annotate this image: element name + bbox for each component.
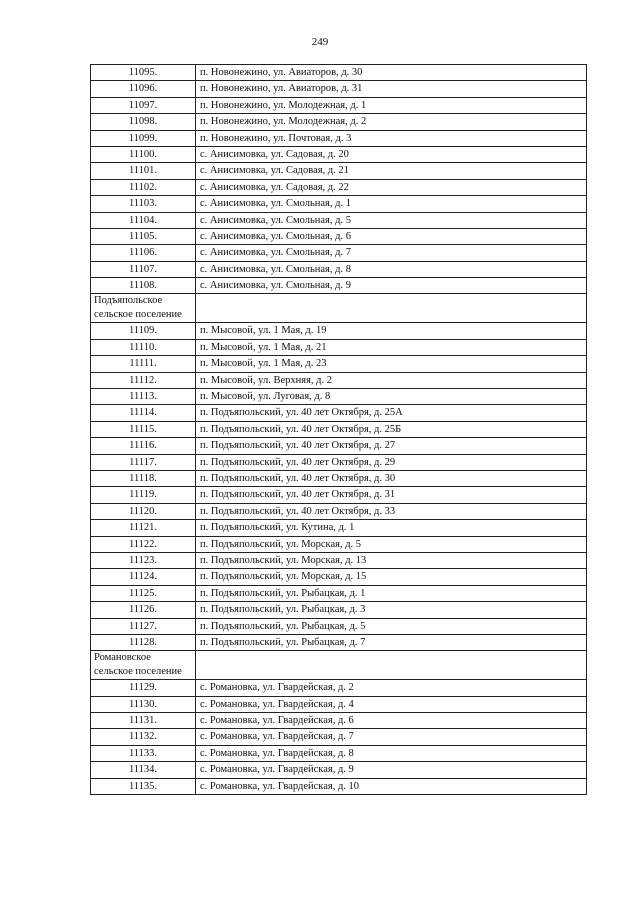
entry-number: 11115.: [91, 421, 196, 437]
entry-number: 11130.: [91, 696, 196, 712]
entry-address: п. Новонежино, ул. Почтовая, д. 3: [196, 130, 587, 146]
entry-address: п. Подъяпольский, ул. Морская, д. 13: [196, 552, 587, 568]
entry-number: 11116.: [91, 438, 196, 454]
table-row: [91, 569, 587, 585]
entry-address: с. Анисимовка, ул. Садовая, д. 21: [196, 163, 587, 179]
table-row: [91, 114, 587, 130]
entry-address: с. Анисимовка, ул. Смольная, д. 7: [196, 245, 587, 261]
table-row: [91, 212, 587, 228]
entry-number: 11098.: [91, 114, 196, 130]
table-row: [91, 778, 587, 794]
entry-address: с. Анисимовка, ул. Смольная, д. 5: [196, 212, 587, 228]
entry-address: п. Подъяпольский, ул. Морская, д. 5: [196, 536, 587, 552]
entry-number: 11119.: [91, 487, 196, 503]
entry-number: 11123.: [91, 552, 196, 568]
empty-cell: [196, 294, 587, 323]
entry-address: п. Мысовой, ул. 1 Мая, д. 21: [196, 339, 587, 355]
table-row: [91, 536, 587, 552]
table-row: [91, 680, 587, 696]
entry-address: п. Новонежино, ул. Молодежная, д. 2: [196, 114, 587, 130]
section-name: Романовское сельское поселение: [91, 651, 196, 680]
table-row: [91, 421, 587, 437]
entry-address: с. Романовка, ул. Гвардейская, д. 2: [196, 680, 587, 696]
entry-address: п. Подъяпольский, ул. Рыбацкая, д. 3: [196, 602, 587, 618]
table-row: [91, 618, 587, 634]
table-row: [91, 602, 587, 618]
table-row: [91, 745, 587, 761]
entry-address: п. Мысовой, ул. 1 Мая, д. 23: [196, 356, 587, 372]
entry-number: 11129.: [91, 680, 196, 696]
entry-number: 11111.: [91, 356, 196, 372]
entry-address: п. Подъяпольский, ул. 40 лет Октября, д. 30: [196, 470, 587, 486]
entry-number: 11121.: [91, 520, 196, 536]
entry-address: п. Новонежино, ул. Авиаторов, д. 30: [196, 65, 587, 81]
section-row: [91, 651, 587, 680]
address-table: [90, 64, 587, 795]
entry-address: п. Подъяпольский, ул. 40 лет Октября, д. 27: [196, 438, 587, 454]
entry-address: п. Мысовой, ул. 1 Мая, д. 19: [196, 323, 587, 339]
table-row: [91, 713, 587, 729]
table-row: [91, 81, 587, 97]
table-row: [91, 585, 587, 601]
entry-number: 11131.: [91, 713, 196, 729]
entry-address: с. Анисимовка, ул. Садовая, д. 20: [196, 146, 587, 162]
table-row: [91, 405, 587, 421]
entry-number: 11125.: [91, 585, 196, 601]
table-row: [91, 339, 587, 355]
entry-address: п. Мысовой, ул. Верхняя, д. 2: [196, 372, 587, 388]
table-row: [91, 278, 587, 294]
entry-number: 11101.: [91, 163, 196, 179]
table-row: [91, 634, 587, 650]
entry-number: 11134.: [91, 762, 196, 778]
entry-number: 11107.: [91, 261, 196, 277]
empty-cell: [196, 651, 587, 680]
entry-number: 11126.: [91, 602, 196, 618]
table-row: [91, 97, 587, 113]
entry-address: п. Новонежино, ул. Авиаторов, д. 31: [196, 81, 587, 97]
entry-address: п. Мысовой, ул. Луговая, д. 8: [196, 389, 587, 405]
entry-address: с. Романовка, ул. Гвардейская, д. 7: [196, 729, 587, 745]
entry-address: п. Новонежино, ул. Молодежная, д. 1: [196, 97, 587, 113]
entry-address: с. Анисимовка, ул. Смольная, д. 9: [196, 278, 587, 294]
entry-number: 11102.: [91, 179, 196, 195]
entry-number: 11095.: [91, 65, 196, 81]
entry-address: с. Романовка, ул. Гвардейская, д. 6: [196, 713, 587, 729]
table-row: [91, 146, 587, 162]
table-row: [91, 323, 587, 339]
section-name: Подъяпольское сельское поселение: [91, 294, 196, 323]
table-row: [91, 196, 587, 212]
table-row: [91, 356, 587, 372]
entry-number: 11110.: [91, 339, 196, 355]
entry-address: с. Анисимовка, ул. Садовая, д. 22: [196, 179, 587, 195]
entry-number: 11100.: [91, 146, 196, 162]
entry-address: с. Романовка, ул. Гвардейская, д. 4: [196, 696, 587, 712]
entry-number: 11099.: [91, 130, 196, 146]
entry-address: п. Подъяпольский, ул. Рыбацкая, д. 5: [196, 618, 587, 634]
table-row: [91, 470, 587, 486]
table-row: [91, 228, 587, 244]
table-row: [91, 696, 587, 712]
table-row: [91, 245, 587, 261]
entry-address: с. Анисимовка, ул. Смольная, д. 8: [196, 261, 587, 277]
entry-number: 11104.: [91, 212, 196, 228]
table-row: [91, 729, 587, 745]
entry-number: 11127.: [91, 618, 196, 634]
entry-number: 11108.: [91, 278, 196, 294]
table-row: [91, 454, 587, 470]
entry-number: 11097.: [91, 97, 196, 113]
entry-number: 11133.: [91, 745, 196, 761]
entry-address: с. Романовка, ул. Гвардейская, д. 9: [196, 762, 587, 778]
entry-number: 11109.: [91, 323, 196, 339]
table-row: [91, 163, 587, 179]
section-row: [91, 294, 587, 323]
entry-address: с. Романовка, ул. Гвардейская, д. 10: [196, 778, 587, 794]
table-row: [91, 503, 587, 519]
table-row: [91, 65, 587, 81]
table-row: [91, 179, 587, 195]
table-row: [91, 520, 587, 536]
entry-address: п. Подъяпольский, ул. 40 лет Октября, д. 25Б: [196, 421, 587, 437]
entry-address: п. Подъяпольский, ул. 40 лет Октября, д. 31: [196, 487, 587, 503]
entry-address: п. Подъяпольский, ул. Рыбацкая, д. 1: [196, 585, 587, 601]
entry-address: п. Подъяпольский, ул. 40 лет Октября, д. 29: [196, 454, 587, 470]
entry-number: 11105.: [91, 228, 196, 244]
entry-address: п. Подъяпольский, ул. 40 лет Октября, д. 25А: [196, 405, 587, 421]
entry-address: п. Подъяпольский, ул. 40 лет Октября, д. 33: [196, 503, 587, 519]
entry-number: 11112.: [91, 372, 196, 388]
entry-number: 11128.: [91, 634, 196, 650]
entry-address: п. Подъяпольский, ул. Морская, д. 15: [196, 569, 587, 585]
page-number: 249: [311, 36, 329, 48]
table-row: [91, 552, 587, 568]
table-row: [91, 261, 587, 277]
entry-number: 11114.: [91, 405, 196, 421]
entry-address: с. Романовка, ул. Гвардейская, д. 8: [196, 745, 587, 761]
entry-address: с. Анисимовка, ул. Смольная, д. 6: [196, 228, 587, 244]
entry-number: 11113.: [91, 389, 196, 405]
entry-address: п. Подъяпольский, ул. Кутина, д. 1: [196, 520, 587, 536]
address-table-body: [91, 65, 587, 795]
table-row: [91, 487, 587, 503]
entry-number: 11117.: [91, 454, 196, 470]
entry-number: 11135.: [91, 778, 196, 794]
table-row: [91, 438, 587, 454]
entry-number: 11103.: [91, 196, 196, 212]
table-row: [91, 372, 587, 388]
entry-number: 11096.: [91, 81, 196, 97]
entry-number: 11132.: [91, 729, 196, 745]
entry-number: 11106.: [91, 245, 196, 261]
entry-number: 11120.: [91, 503, 196, 519]
entry-number: 11122.: [91, 536, 196, 552]
table-row: [91, 130, 587, 146]
table-row: [91, 762, 587, 778]
table-row: [91, 389, 587, 405]
entry-address: п. Подъяпольский, ул. Рыбацкая, д. 7: [196, 634, 587, 650]
entry-number: 11118.: [91, 470, 196, 486]
entry-address: с. Анисимовка, ул. Смольная, д. 1: [196, 196, 587, 212]
entry-number: 11124.: [91, 569, 196, 585]
